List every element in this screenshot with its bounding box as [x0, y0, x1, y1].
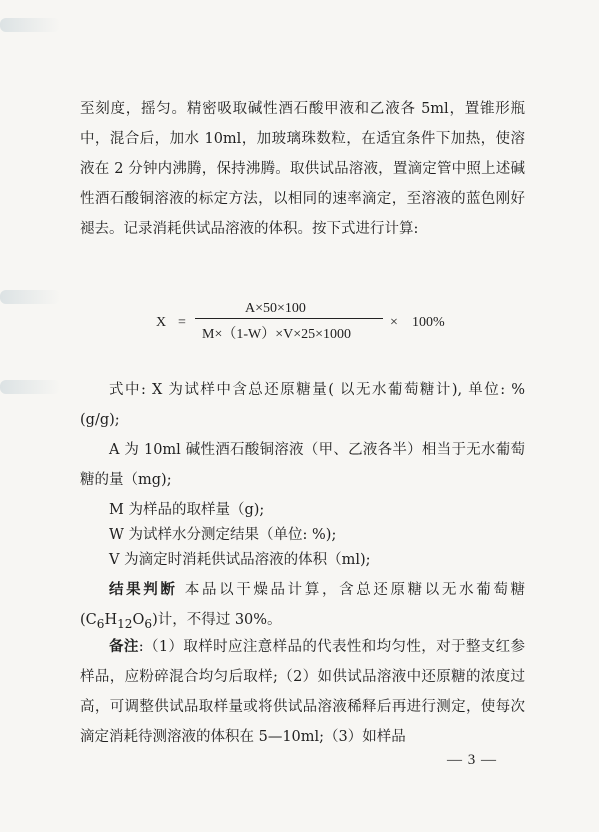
page-number: — 3 —: [447, 752, 497, 768]
formula-equals: =: [178, 315, 186, 330]
formula-denominator: M×（1-W）×V×25×1000: [202, 327, 352, 342]
result-o: O: [132, 612, 145, 628]
scan-smudge: [0, 380, 60, 394]
definition-w: W 为试样水分测定结果（单位: %);: [109, 527, 337, 543]
formula: [150, 298, 460, 348]
definition-x: 式中: X 为试样中含总还原糖量( 以无水葡萄糖计), 单位: %(g/g);: [80, 382, 525, 428]
scan-smudge: [0, 18, 60, 32]
result-text-b: )计，不得过 30%。: [152, 612, 282, 628]
result-label: 结果判断: [109, 581, 178, 598]
definition-v: V 为滴定时消耗供试品溶液的体积（ml);: [109, 552, 371, 568]
formula-lhs: X: [156, 315, 167, 330]
fraction-bar: [195, 318, 383, 319]
formula-subscript: 6: [96, 616, 105, 631]
paragraph-procedure: 至刻度，摇匀。精密吸取碱性酒石酸甲液和乙液各 5ml，置锥形瓶中，混合后，加水 10ml，加玻璃珠数粒，在适宜条件下加热，使溶液在 2 分钟内沸腾，保持沸腾。取供试品溶液，置滴定管中照上述碱性酒石酸铜溶液的标定方法，以相同的速率滴定，至溶液的蓝色刚好褪去。记录消耗供试品溶液的体积。按下式进行计算:: [80, 101, 525, 237]
note-text: :（1）取样时应注意样品的代表性和均匀性，对于整支红参样品，应粉碎混合均匀后取样;（2）如供试品溶液中还原糖的浓度过高，可调整供试品取样量或将供试品溶液稀释后再进行测定，使每次滴定消耗待测溶液的体积在 5—10ml;（3）如样品: [80, 639, 526, 745]
note-paragraph: [80, 632, 525, 752]
definition-m: M 为样品的取样量（g);: [109, 502, 265, 518]
definition-a: A 为 10ml 碱性酒石酸铜溶液（甲、乙液各半）相当于无水葡萄糖的量（mg);: [80, 442, 525, 488]
result-h: H: [104, 612, 118, 628]
formula-times: ×: [390, 315, 398, 330]
result-paragraph: [80, 575, 525, 639]
result-text-a: 本品以干燥品计算，含总还原糖以无水葡萄糖 (C: [80, 582, 526, 628]
formula-numerator: A×50×100: [245, 301, 306, 316]
formula-subscript: 6: [144, 616, 153, 631]
scan-smudge: [0, 290, 60, 304]
formula-percent: 100%: [412, 315, 445, 330]
formula-subscript: 12: [117, 616, 133, 631]
note-label: 备注: [109, 638, 139, 655]
